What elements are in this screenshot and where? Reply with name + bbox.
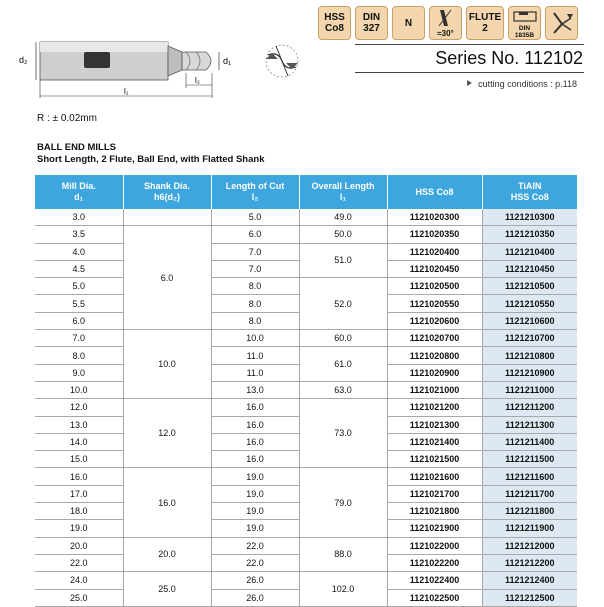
mill-dia-cell: 5.5: [35, 295, 123, 312]
mill-dia-cell: 18.0: [35, 503, 123, 520]
hss-co8-code-cell: 1121020600: [387, 312, 482, 329]
din-1835b-label: DIN 1835B: [514, 25, 535, 39]
hss-co8-code-cell: 1121020550: [387, 295, 482, 312]
d2-label: d₂: [19, 55, 28, 65]
spec-table: [35, 175, 577, 607]
helix-angle-label: ≈30°: [437, 28, 454, 38]
center-cutting-icon: [545, 6, 578, 40]
mill-dia-cell: 5.0: [35, 278, 123, 295]
flatted-shank-icon: [508, 6, 541, 40]
mill-dia-cell: 16.0: [35, 468, 123, 485]
tialn-code-cell: 1121210500: [482, 278, 577, 295]
flute-2-badge: [466, 6, 504, 40]
hss-co8-code-cell: 1121020350: [387, 226, 482, 243]
overall-length-cell: 51.0: [299, 243, 387, 278]
overall-length-cell: 63.0: [299, 381, 387, 398]
hss-co8-code-cell: 1121020450: [387, 260, 482, 277]
overall-length-cell: 61.0: [299, 347, 387, 382]
hss-co8-code-cell: 1121021300: [387, 416, 482, 433]
hss-co8-code-cell: 1121021700: [387, 485, 482, 502]
hss-co8-code-cell: 1121021500: [387, 451, 482, 468]
overall-length-cell: 102.0: [299, 572, 387, 607]
hss-co8-code-cell: 1121020500: [387, 278, 482, 295]
length-of-cut-cell: 19.0: [211, 485, 299, 502]
length-of-cut-cell: 19.0: [211, 520, 299, 537]
overall-length-cell: 60.0: [299, 330, 387, 347]
tialn-code-cell: 1121211800: [482, 503, 577, 520]
length-of-cut-cell: 26.0: [211, 572, 299, 589]
series-title: Series No. 112102: [435, 48, 583, 68]
length-of-cut-cell: 22.0: [211, 537, 299, 554]
mill-dia-cell: 17.0: [35, 485, 123, 502]
mill-dia-cell: 3.0: [35, 209, 123, 226]
hss-co8-code-cell: 1121020300: [387, 209, 482, 226]
length-of-cut-cell: 10.0: [211, 330, 299, 347]
length-of-cut-cell: 8.0: [211, 278, 299, 295]
type-n-badge: [392, 6, 425, 40]
length-of-cut-cell: 7.0: [211, 260, 299, 277]
hss-co8-code-cell: 1121022400: [387, 572, 482, 589]
table-row: [35, 278, 577, 295]
mill-dia-cell: 15.0: [35, 451, 123, 468]
tialn-code-cell: 1121212500: [482, 589, 577, 606]
length-of-cut-cell: 26.0: [211, 589, 299, 606]
end-mill-drawing: [10, 28, 310, 108]
series-divider-top: [355, 44, 584, 45]
tialn-code-cell: 1121210400: [482, 243, 577, 260]
tialn-code-cell: 1121211900: [482, 520, 577, 537]
table-row: [35, 347, 577, 364]
arrow-right-icon: [467, 80, 472, 86]
table-row: [35, 381, 577, 398]
product-subtitle: Short Length, 2 Flute, Ball End, with Flatted Shank: [37, 154, 265, 165]
shank-dia-cell: 10.0: [123, 330, 211, 399]
din-327-badge: [355, 6, 388, 40]
tialn-code-cell: 1121210450: [482, 260, 577, 277]
overall-length-cell: 52.0: [299, 278, 387, 330]
hss-co8-code-cell: 1121020400: [387, 243, 482, 260]
d1-label: d₁: [223, 56, 232, 66]
shank-flat: [84, 52, 110, 68]
length-of-cut-cell: 8.0: [211, 312, 299, 329]
hss-co8-code-cell: 1121021900: [387, 520, 482, 537]
mill-dia-cell: 10.0: [35, 381, 123, 398]
col-header-overall-length: Overall Length l₁: [299, 175, 387, 209]
tialn-code-cell: 1121212000: [482, 537, 577, 554]
tialn-code-cell: 1121210800: [482, 347, 577, 364]
product-title: BALL END MILLS: [37, 142, 116, 153]
tialn-code-cell: 1121212200: [482, 554, 577, 571]
hss-co8-code-cell: 1121022000: [387, 537, 482, 554]
overall-length-cell: 50.0: [299, 226, 387, 243]
tialn-code-cell: 1121210550: [482, 295, 577, 312]
mill-dia-cell: 12.0: [35, 399, 123, 416]
badge-line2: 327: [363, 23, 380, 34]
badge-line2: 2: [482, 23, 488, 34]
l1-label: l₁: [124, 87, 129, 96]
hss-co8-code-cell: 1121021800: [387, 503, 482, 520]
mill-dia-cell: 8.0: [35, 347, 123, 364]
tialn-code-cell: 1121212400: [482, 572, 577, 589]
length-of-cut-cell: 8.0: [211, 295, 299, 312]
mill-dia-cell: 3.5: [35, 226, 123, 243]
length-of-cut-cell: 6.0: [211, 226, 299, 243]
badge-line1: FLUTE: [468, 12, 502, 23]
table-row: [35, 209, 577, 226]
tialn-code-cell: 1121211600: [482, 468, 577, 485]
tialn-code-cell: 1121210300: [482, 209, 577, 226]
mill-dia-cell: 24.0: [35, 572, 123, 589]
hss-co8-code-cell: 1121022500: [387, 589, 482, 606]
tialn-code-cell: 1121210350: [482, 226, 577, 243]
mill-dia-cell: 22.0: [35, 554, 123, 571]
table-row: [35, 330, 577, 347]
length-of-cut-cell: 16.0: [211, 451, 299, 468]
shank-dia-cell: 16.0: [123, 468, 211, 537]
tialn-code-cell: 1121211400: [482, 433, 577, 450]
series-divider-bottom: [355, 72, 584, 73]
neck: [168, 46, 182, 76]
length-of-cut-cell: 16.0: [211, 399, 299, 416]
length-of-cut-cell: 16.0: [211, 433, 299, 450]
length-of-cut-cell: 22.0: [211, 554, 299, 571]
tialn-code-cell: 1121211000: [482, 381, 577, 398]
col-header-shank-dia: Shank Dia. h6(d₂): [123, 175, 211, 209]
length-of-cut-cell: 11.0: [211, 364, 299, 381]
mill-dia-cell: 4.0: [35, 243, 123, 260]
mill-dia-cell: 14.0: [35, 433, 123, 450]
shank-dia-cell: 6.0: [123, 226, 211, 330]
end-view: [266, 45, 298, 77]
tialn-code-cell: 1121211200: [482, 399, 577, 416]
hss-co8-code-cell: 1121020900: [387, 364, 482, 381]
table-header-row: [35, 175, 577, 209]
radius-tolerance: R : ± 0.02mm: [37, 113, 97, 124]
table-row: [35, 399, 577, 416]
col-header-tialn: TiAlN HSS Co8: [482, 175, 577, 209]
mill-dia-cell: 20.0: [35, 537, 123, 554]
length-of-cut-cell: 5.0: [211, 209, 299, 226]
hss-co8-code-cell: 1121020800: [387, 347, 482, 364]
shank-highlight: [40, 42, 168, 52]
table-row: [35, 468, 577, 485]
col-header-length-of-cut: Length of Cut l₂: [211, 175, 299, 209]
feature-badges: [318, 6, 578, 42]
shank-dia-cell: 20.0: [123, 537, 211, 572]
badge-line1: N: [404, 17, 413, 29]
shank-dia-cell: [123, 209, 211, 226]
length-of-cut-cell: 19.0: [211, 468, 299, 485]
length-of-cut-cell: 7.0: [211, 243, 299, 260]
table-row: [35, 243, 577, 260]
hss-co8-code-cell: 1121021600: [387, 468, 482, 485]
hss-co8-code-cell: 1121021400: [387, 433, 482, 450]
mill-dia-cell: 13.0: [35, 416, 123, 433]
mill-dia-cell: 7.0: [35, 330, 123, 347]
tialn-code-cell: 1121211500: [482, 451, 577, 468]
mill-dia-cell: 9.0: [35, 364, 123, 381]
cutting-conditions-link[interactable]: [467, 79, 577, 89]
col-header-hss-co8: HSS Co8: [387, 175, 482, 209]
hss-co8-badge: [318, 6, 351, 40]
badge-line1: DIN: [362, 12, 381, 23]
table-row: [35, 572, 577, 589]
hss-co8-code-cell: 1121020700: [387, 330, 482, 347]
length-of-cut-cell: 11.0: [211, 347, 299, 364]
overall-length-cell: 49.0: [299, 209, 387, 226]
table-row: [35, 537, 577, 554]
mill-dia-cell: 6.0: [35, 312, 123, 329]
hss-co8-code-cell: 1121021000: [387, 381, 482, 398]
table-row: [35, 226, 577, 243]
col-header-mill-dia: Mill Dia. d₁: [35, 175, 123, 209]
tialn-code-cell: 1121211700: [482, 485, 577, 502]
mill-dia-cell: 4.5: [35, 260, 123, 277]
overall-length-cell: 79.0: [299, 468, 387, 537]
tialn-code-cell: 1121211300: [482, 416, 577, 433]
length-of-cut-cell: 13.0: [211, 381, 299, 398]
badge-line1: HSS: [324, 12, 345, 23]
overall-length-cell: 88.0: [299, 537, 387, 572]
cutting-head: [182, 52, 211, 70]
helix-30-icon: [429, 6, 462, 40]
length-of-cut-cell: 16.0: [211, 416, 299, 433]
shank-dia-cell: 25.0: [123, 572, 211, 607]
tialn-code-cell: 1121210600: [482, 312, 577, 329]
table-body: [35, 209, 577, 606]
mill-dia-cell: 19.0: [35, 520, 123, 537]
badge-line2: Co8: [325, 23, 344, 34]
overall-length-cell: 73.0: [299, 399, 387, 468]
length-of-cut-cell: 19.0: [211, 503, 299, 520]
mill-dia-cell: 25.0: [35, 589, 123, 606]
hss-co8-code-cell: 1121022200: [387, 554, 482, 571]
tialn-code-cell: 1121210900: [482, 364, 577, 381]
l2-label: l₂: [195, 76, 200, 85]
tialn-code-cell: 1121210700: [482, 330, 577, 347]
hss-co8-code-cell: 1121021200: [387, 399, 482, 416]
cutting-conditions-text: cutting conditions : p.118: [478, 79, 577, 89]
shank-dia-cell: 12.0: [123, 399, 211, 468]
